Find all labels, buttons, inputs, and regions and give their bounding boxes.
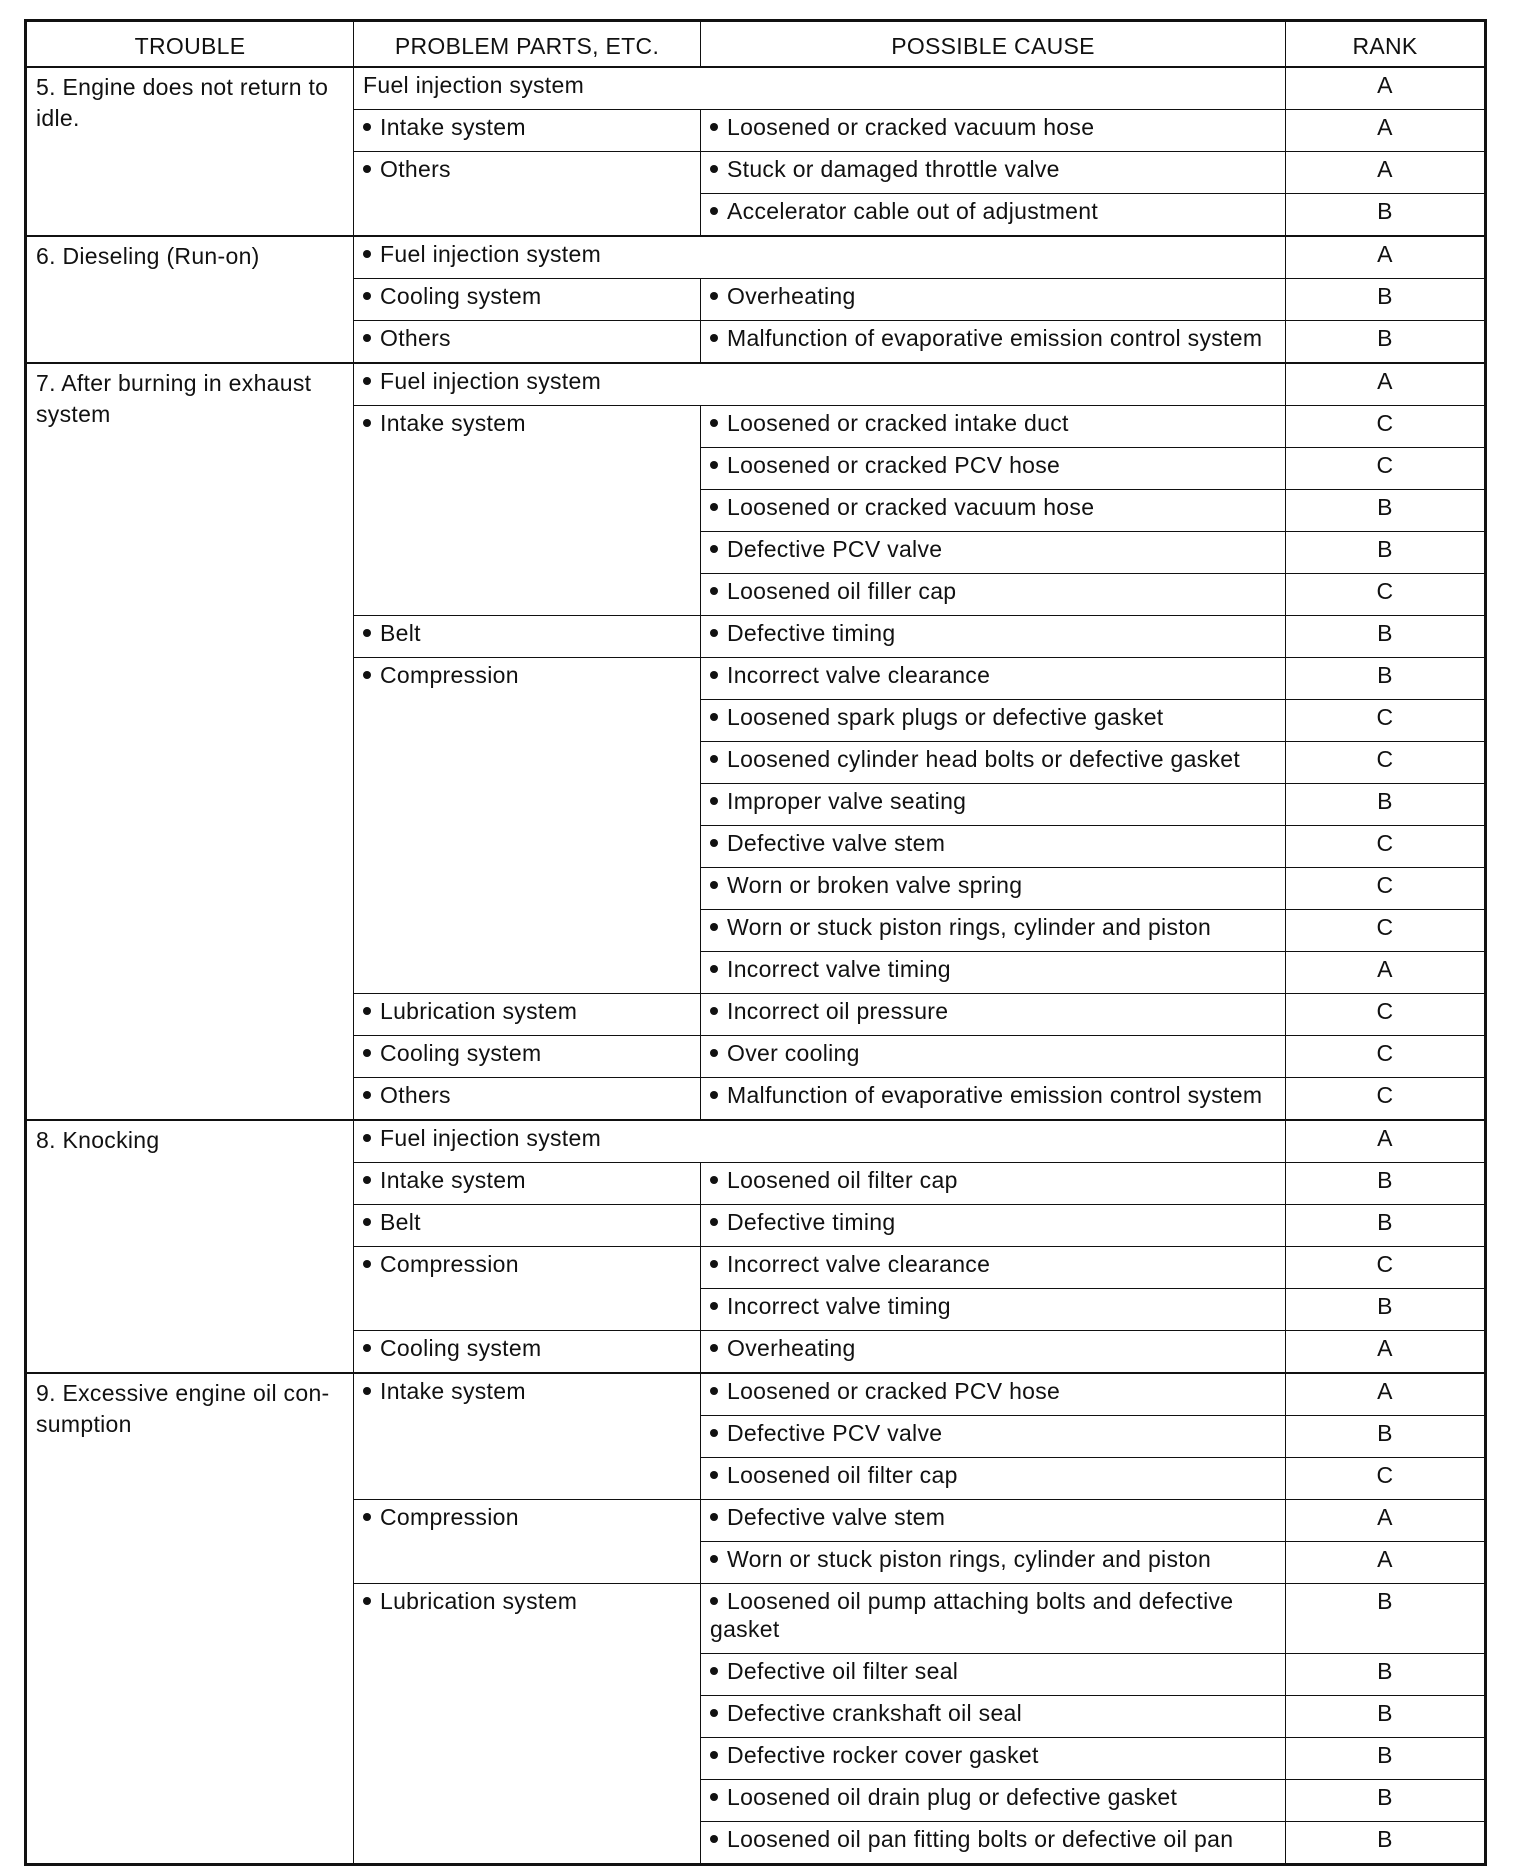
problem-part-label: Cooling system xyxy=(380,283,542,309)
possible-cause-label: Loosened oil pump attaching bolts and defective gasket xyxy=(710,1588,1234,1642)
rank-cell: A xyxy=(1286,110,1486,152)
trouble-diagnosis-document xyxy=(24,19,1484,1866)
possible-cause-cell xyxy=(701,490,1286,532)
bullet-icon xyxy=(363,1344,371,1352)
problem-part-cell xyxy=(354,1500,701,1584)
rank-cell: B xyxy=(1286,490,1486,532)
possible-cause-cell xyxy=(701,279,1286,321)
possible-cause-cell xyxy=(701,574,1286,616)
problem-part-label: Compression xyxy=(380,1251,519,1277)
bullet-icon xyxy=(710,755,718,763)
bullet-icon xyxy=(710,1471,718,1479)
rank-cell: B xyxy=(1286,1205,1486,1247)
bullet-icon xyxy=(363,165,371,173)
bullet-icon xyxy=(363,250,371,258)
possible-cause-cell xyxy=(701,1738,1286,1780)
possible-cause-label: Worn or stuck piston rings, cylinder and piston xyxy=(727,914,1212,940)
possible-cause-cell xyxy=(701,1416,1286,1458)
rank-cell: B xyxy=(1286,616,1486,658)
problem-part-label: Intake system xyxy=(380,1378,526,1404)
possible-cause-label: Defective crankshaft oil seal xyxy=(727,1700,1023,1726)
possible-cause-cell xyxy=(701,1205,1286,1247)
header-problem-parts: PROBLEM PARTS, ETC. xyxy=(354,21,701,68)
possible-cause-label: Defective timing xyxy=(727,620,896,646)
bullet-icon xyxy=(710,1429,718,1437)
possible-cause-cell xyxy=(701,1822,1286,1865)
rank-cell: C xyxy=(1286,1036,1486,1078)
rank-cell: B xyxy=(1286,194,1486,237)
possible-cause-cell xyxy=(701,742,1286,784)
rank-cell: A xyxy=(1286,236,1486,279)
problem-part-label: Belt xyxy=(380,1209,421,1235)
possible-cause-cell xyxy=(701,826,1286,868)
rank-cell: B xyxy=(1286,1738,1486,1780)
possible-cause-cell xyxy=(701,1036,1286,1078)
possible-cause-label: Loosened or cracked PCV hose xyxy=(727,452,1061,478)
table-row xyxy=(26,363,1486,406)
possible-cause-cell xyxy=(701,994,1286,1036)
possible-cause-label: Defective oil filter seal xyxy=(727,1658,959,1684)
rank-cell: B xyxy=(1286,1416,1486,1458)
possible-cause-label: Malfunction of evaporative emission control system xyxy=(727,325,1263,351)
bullet-icon xyxy=(710,292,718,300)
problem-part-label: Intake system xyxy=(380,114,526,140)
bullet-icon xyxy=(363,1091,371,1099)
bullet-icon xyxy=(363,377,371,385)
bullet-icon xyxy=(710,1344,718,1352)
possible-cause-cell xyxy=(701,532,1286,574)
possible-cause-cell xyxy=(701,110,1286,152)
bullet-icon xyxy=(710,671,718,679)
problem-part-cell xyxy=(354,616,701,658)
bullet-icon xyxy=(710,1176,718,1184)
possible-cause-cell xyxy=(701,1078,1286,1121)
possible-cause-label: Accelerator cable out of adjustment xyxy=(727,198,1099,224)
possible-cause-label: Stuck or damaged throttle valve xyxy=(727,156,1060,182)
header-trouble: TROUBLE xyxy=(26,21,354,68)
rank-cell: B xyxy=(1286,1696,1486,1738)
bullet-icon xyxy=(710,1709,718,1717)
bullet-icon xyxy=(363,1176,371,1184)
bullet-icon xyxy=(710,1091,718,1099)
rank-cell: C xyxy=(1286,1247,1486,1289)
bullet-icon xyxy=(710,1260,718,1268)
problem-part-label: Others xyxy=(380,156,451,182)
possible-cause-cell xyxy=(701,1458,1286,1500)
bullet-icon xyxy=(363,1387,371,1395)
bullet-icon xyxy=(710,545,718,553)
possible-cause-label: Incorrect oil pressure xyxy=(727,998,949,1024)
bullet-icon xyxy=(363,1049,371,1057)
header-rank: RANK xyxy=(1286,21,1486,68)
bullet-icon xyxy=(710,334,718,342)
bullet-icon xyxy=(363,123,371,131)
rank-cell: B xyxy=(1286,1163,1486,1205)
bullet-icon xyxy=(710,461,718,469)
possible-cause-label: Defective PCV valve xyxy=(727,536,943,562)
possible-cause-label: Loosened oil filter cap xyxy=(727,1462,958,1488)
bullet-icon xyxy=(363,1597,371,1605)
bullet-icon xyxy=(363,419,371,427)
possible-cause-cell xyxy=(701,448,1286,490)
possible-cause-label: Worn or broken valve spring xyxy=(727,872,1023,898)
rank-cell: C xyxy=(1286,406,1486,448)
possible-cause-label: Loosened spark plugs or defective gasket xyxy=(727,704,1164,730)
problem-part-label: Others xyxy=(380,1082,451,1108)
bullet-icon xyxy=(363,292,371,300)
possible-cause-label: Overheating xyxy=(727,283,856,309)
possible-cause-label: Incorrect valve timing xyxy=(727,1293,951,1319)
problem-part-cell xyxy=(354,1205,701,1247)
possible-cause-label: Defective PCV valve xyxy=(727,1420,943,1446)
trouble-cell: 6. Dieseling (Run-on) xyxy=(26,236,354,363)
bullet-icon xyxy=(363,1513,371,1521)
problem-part-label: Intake system xyxy=(380,1167,526,1193)
bullet-icon xyxy=(710,1555,718,1563)
table-row xyxy=(26,236,1486,279)
possible-cause-cell xyxy=(701,1373,1286,1416)
problem-part-cell xyxy=(354,67,1286,110)
problem-part-label: Fuel injection system xyxy=(380,368,602,394)
possible-cause-cell xyxy=(701,658,1286,700)
possible-cause-cell xyxy=(701,1696,1286,1738)
problem-part-label: Fuel injection system xyxy=(363,72,585,98)
problem-part-label: Others xyxy=(380,325,451,351)
bullet-icon xyxy=(363,1218,371,1226)
trouble-cell: 7. After burning in exhaust system xyxy=(26,363,354,1120)
possible-cause-cell xyxy=(701,1247,1286,1289)
rank-cell: B xyxy=(1286,1780,1486,1822)
rank-cell: A xyxy=(1286,1500,1486,1542)
bullet-icon xyxy=(710,419,718,427)
trouble-cell: 9. Excessive engine oil con-sumption xyxy=(26,1373,354,1865)
possible-cause-label: Loosened or cracked PCV hose xyxy=(727,1378,1061,1404)
possible-cause-label: Loosened or cracked intake duct xyxy=(727,410,1069,436)
problem-part-label: Cooling system xyxy=(380,1335,542,1361)
rank-cell: B xyxy=(1286,1822,1486,1865)
possible-cause-label: Over cooling xyxy=(727,1040,860,1066)
possible-cause-cell xyxy=(701,1584,1286,1654)
rank-cell: C xyxy=(1286,448,1486,490)
rank-cell: A xyxy=(1286,952,1486,994)
possible-cause-cell xyxy=(701,1163,1286,1205)
bullet-icon xyxy=(710,207,718,215)
bullet-icon xyxy=(363,629,371,637)
problem-part-cell xyxy=(354,236,1286,279)
bullet-icon xyxy=(710,923,718,931)
bullet-icon xyxy=(710,1793,718,1801)
possible-cause-label: Defective valve stem xyxy=(727,1504,946,1530)
bullet-icon xyxy=(710,1049,718,1057)
problem-part-cell xyxy=(354,363,1286,406)
bullet-icon xyxy=(363,671,371,679)
table-row xyxy=(26,1373,1486,1416)
rank-cell: B xyxy=(1286,658,1486,700)
rank-cell: A xyxy=(1286,67,1486,110)
trouble-cell: 5. Engine does not return to idle. xyxy=(26,67,354,236)
bullet-icon xyxy=(710,797,718,805)
rank-cell: B xyxy=(1286,532,1486,574)
bullet-icon xyxy=(710,1387,718,1395)
problem-part-label: Cooling system xyxy=(380,1040,542,1066)
bullet-icon xyxy=(363,334,371,342)
problem-part-cell xyxy=(354,1036,701,1078)
problem-part-cell xyxy=(354,110,701,152)
problem-part-label: Lubrication system xyxy=(380,998,578,1024)
possible-cause-cell xyxy=(701,1500,1286,1542)
bullet-icon xyxy=(363,1260,371,1268)
bullet-icon xyxy=(363,1007,371,1015)
problem-part-cell xyxy=(354,279,701,321)
possible-cause-label: Defective valve stem xyxy=(727,830,946,856)
possible-cause-label: Loosened oil filler cap xyxy=(727,578,957,604)
bullet-icon xyxy=(710,881,718,889)
problem-part-cell xyxy=(354,1078,701,1121)
problem-part-cell xyxy=(354,994,701,1036)
bullet-icon xyxy=(710,965,718,973)
possible-cause-cell xyxy=(701,616,1286,658)
possible-cause-label: Loosened or cracked vacuum hose xyxy=(727,494,1095,520)
problem-part-label: Fuel injection system xyxy=(380,241,602,267)
possible-cause-label: Loosened oil filter cap xyxy=(727,1167,958,1193)
table-row xyxy=(26,67,1486,110)
bullet-icon xyxy=(710,629,718,637)
problem-part-cell xyxy=(354,321,701,364)
rank-cell: C xyxy=(1286,1458,1486,1500)
possible-cause-label: Improper valve seating xyxy=(727,788,967,814)
rank-cell: C xyxy=(1286,868,1486,910)
rank-cell: A xyxy=(1286,1331,1486,1374)
possible-cause-label: Worn or stuck piston rings, cylinder and piston xyxy=(727,1546,1212,1572)
problem-part-label: Intake system xyxy=(380,410,526,436)
possible-cause-label: Incorrect valve timing xyxy=(727,956,951,982)
rank-cell: B xyxy=(1286,1654,1486,1696)
bullet-icon xyxy=(710,839,718,847)
bullet-icon xyxy=(710,123,718,131)
header-possible-cause: POSSIBLE CAUSE xyxy=(701,21,1286,68)
rank-cell: A xyxy=(1286,1373,1486,1416)
possible-cause-cell xyxy=(701,1542,1286,1584)
rank-cell: B xyxy=(1286,1289,1486,1331)
possible-cause-label: Loosened cylinder head bolts or defective gasket xyxy=(727,746,1241,772)
bullet-icon xyxy=(710,1835,718,1843)
possible-cause-label: Defective timing xyxy=(727,1209,896,1235)
bullet-icon xyxy=(710,165,718,173)
problem-part-cell xyxy=(354,152,701,237)
problem-part-label: Fuel injection system xyxy=(380,1125,602,1151)
problem-part-label: Compression xyxy=(380,662,519,688)
problem-part-cell xyxy=(354,1120,1286,1163)
possible-cause-cell xyxy=(701,952,1286,994)
possible-cause-label: Malfunction of evaporative emission control system xyxy=(727,1082,1263,1108)
rank-cell: C xyxy=(1286,994,1486,1036)
bullet-icon xyxy=(710,1667,718,1675)
bullet-icon xyxy=(363,1134,371,1142)
rank-cell: B xyxy=(1286,321,1486,364)
possible-cause-label: Incorrect valve clearance xyxy=(727,662,991,688)
bullet-icon xyxy=(710,1751,718,1759)
problem-part-cell xyxy=(354,406,701,616)
bullet-icon xyxy=(710,713,718,721)
possible-cause-cell xyxy=(701,321,1286,364)
problem-part-cell xyxy=(354,1584,701,1865)
rank-cell: B xyxy=(1286,1584,1486,1654)
problem-part-cell xyxy=(354,1163,701,1205)
possible-cause-cell xyxy=(701,700,1286,742)
possible-cause-label: Overheating xyxy=(727,1335,856,1361)
possible-cause-cell xyxy=(701,1780,1286,1822)
possible-cause-cell xyxy=(701,868,1286,910)
rank-cell: B xyxy=(1286,784,1486,826)
rank-cell: C xyxy=(1286,574,1486,616)
rank-cell: C xyxy=(1286,826,1486,868)
problem-part-label: Lubrication system xyxy=(380,1588,578,1614)
possible-cause-cell xyxy=(701,152,1286,194)
possible-cause-cell xyxy=(701,1331,1286,1374)
rank-cell: C xyxy=(1286,742,1486,784)
rank-cell: C xyxy=(1286,700,1486,742)
possible-cause-label: Defective rocker cover gasket xyxy=(727,1742,1039,1768)
bullet-icon xyxy=(710,1302,718,1310)
possible-cause-cell xyxy=(701,406,1286,448)
bullet-icon xyxy=(710,1218,718,1226)
possible-cause-cell xyxy=(701,910,1286,952)
rank-cell: B xyxy=(1286,279,1486,321)
rank-cell: A xyxy=(1286,152,1486,194)
possible-cause-label: Loosened oil pan fitting bolts or defective oil pan xyxy=(727,1826,1234,1852)
bullet-icon xyxy=(710,587,718,595)
rank-cell: A xyxy=(1286,363,1486,406)
problem-part-cell xyxy=(354,1331,701,1374)
rank-cell: C xyxy=(1286,910,1486,952)
problem-part-cell xyxy=(354,1373,701,1500)
header-row xyxy=(26,21,1486,68)
bullet-icon xyxy=(710,1513,718,1521)
possible-cause-cell xyxy=(701,1289,1286,1331)
possible-cause-label: Loosened oil drain plug or defective gasket xyxy=(727,1784,1178,1810)
bullet-icon xyxy=(710,503,718,511)
table-body xyxy=(26,67,1486,1865)
possible-cause-label: Incorrect valve clearance xyxy=(727,1251,991,1277)
possible-cause-cell xyxy=(701,784,1286,826)
problem-part-label: Belt xyxy=(380,620,421,646)
trouble-table xyxy=(24,19,1487,1866)
possible-cause-cell xyxy=(701,1654,1286,1696)
bullet-icon xyxy=(710,1007,718,1015)
bullet-icon xyxy=(710,1597,718,1605)
table-row xyxy=(26,1120,1486,1163)
possible-cause-label: Loosened or cracked vacuum hose xyxy=(727,114,1095,140)
rank-cell: A xyxy=(1286,1120,1486,1163)
problem-part-cell xyxy=(354,658,701,994)
rank-cell: A xyxy=(1286,1542,1486,1584)
problem-part-label: Compression xyxy=(380,1504,519,1530)
problem-part-cell xyxy=(354,1247,701,1331)
rank-cell: C xyxy=(1286,1078,1486,1121)
possible-cause-cell xyxy=(701,194,1286,237)
trouble-cell: 8. Knocking xyxy=(26,1120,354,1373)
